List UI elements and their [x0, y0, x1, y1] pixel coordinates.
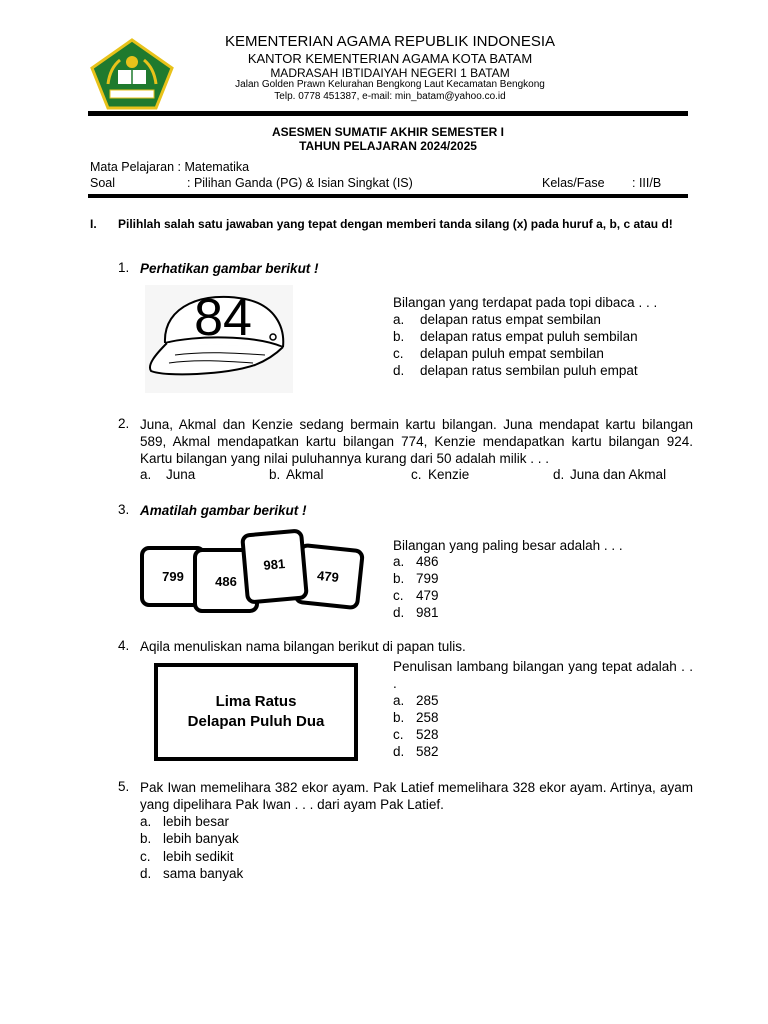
option-letter: c. [393, 727, 404, 742]
option-letter: a. [393, 312, 405, 327]
option-letter: b. [393, 710, 405, 725]
option-text: 486 [416, 554, 439, 569]
option-text: lebih banyak [163, 831, 239, 846]
option-text: lebih sedikit [163, 849, 234, 864]
option-letter: a. [140, 467, 152, 482]
option-letter: d. [393, 363, 405, 378]
option-letter: d. [393, 605, 405, 620]
option-text: 981 [416, 605, 439, 620]
option-text: 285 [416, 693, 439, 708]
option-letter: c. [393, 346, 404, 361]
board-line: Lima Ratus [215, 693, 297, 710]
option-text: Juna [166, 467, 196, 482]
question-prompt: Perhatikan gambar berikut ! [140, 261, 319, 276]
option-text: Kenzie [428, 467, 470, 482]
question-stem: Bilangan yang terdapat pada topi dibaca . . . [393, 295, 658, 310]
soal-value: : Pilihan Ganda (PG) & Isian Singkat (IS) [187, 176, 413, 190]
header-address: Jalan Golden Prawn Kelurahan Bengkong Laut Kecamatan Bengkong [235, 79, 545, 90]
option-letter: a. [140, 814, 152, 829]
question-number: 3. [118, 502, 130, 517]
cap-number: 84 [194, 289, 252, 347]
question-number: 2. [118, 416, 130, 431]
card-value: 799 [162, 569, 184, 584]
option-text: delapan puluh empat sembilan [420, 346, 604, 361]
number-card [240, 528, 309, 604]
option-text: delapan ratus empat puluh sembilan [420, 329, 638, 344]
option-text: 799 [416, 571, 439, 586]
option-text: 479 [416, 588, 439, 603]
card-value: 479 [316, 567, 340, 585]
header-contact: Telp. 0778 451387, e-mail: min_batam@yahoo.co.id [274, 91, 506, 102]
option-letter: c. [140, 849, 151, 864]
kelas-value: : III/B [632, 176, 662, 190]
cap-image [145, 285, 293, 393]
option-text: delapan ratus empat sembilan [420, 312, 601, 327]
option-letter: d. [553, 467, 565, 482]
option-letter: b. [393, 329, 405, 344]
question-number: 4. [118, 638, 130, 653]
kelas-label: Kelas/Fase [542, 176, 605, 190]
option-text: Akmal [286, 467, 324, 482]
header-ministry: KEMENTERIAN AGAMA REPUBLIK INDONESIA [224, 33, 556, 50]
option-text: 582 [416, 744, 439, 759]
option-letter: b. [393, 571, 405, 586]
question-stem: Juna, Akmal dan Kenzie sedang bermain kartu bilangan. Juna mendapat kartu bilangan 589, Akmal mendapatkan kartu bilangan 774, Kenzie mendapatkan kartu bilangan 924. Kartu bilangan yang nilai puluhannya kurang dari 50 adalah milik . . . [140, 417, 693, 466]
kemenag-logo [90, 38, 174, 110]
option-letter: d. [393, 744, 405, 759]
option-letter: d. [140, 866, 152, 881]
question-number: 1. [118, 260, 130, 275]
subject-line: Mata Pelajaran : Matematika [90, 160, 250, 174]
question-stem: Pak Iwan memelihara 382 ekor ayam. Pak Latief memelihara 328 ekor ayam. Artinya, ayam yang dipelihara Pak Iwan . . . dari ayam Pak Latief. [140, 780, 693, 812]
question-stem: Penulisan lambang bilangan yang tepat adalah . . . [393, 659, 693, 691]
soal-label: Soal [90, 176, 116, 190]
section-number: I. [90, 217, 97, 231]
meta-divider [88, 194, 688, 198]
header-divider [88, 111, 688, 116]
option-text: Juna dan Akmal [570, 467, 667, 482]
option-letter: a. [393, 693, 405, 708]
exam-title: ASESMEN SUMATIF AKHIR SEMESTER I [271, 125, 504, 139]
blackboard [154, 663, 358, 761]
option-text: 528 [416, 727, 439, 742]
question-prompt: Amatilah gambar berikut ! [140, 503, 307, 518]
card-value: 486 [215, 574, 237, 589]
header-office: KANTOR KEMENTERIAN AGAMA KOTA BATAM [247, 51, 533, 66]
option-text: sama banyak [163, 866, 244, 881]
option-text: lebih besar [163, 814, 230, 829]
question-number: 5. [118, 779, 130, 794]
option-letter: b. [140, 831, 152, 846]
option-letter: a. [393, 554, 405, 569]
option-text: 258 [416, 710, 439, 725]
question-stem: Bilangan yang paling besar adalah . . . [393, 538, 623, 553]
option-letter: b. [269, 467, 281, 482]
section-instruction: Pilihlah salah satu jawaban yang tepat dengan memberi tanda silang (x) pada huruf a, b, c atau d! [118, 217, 673, 231]
exam-year: TAHUN PELAJARAN 2024/2025 [299, 139, 477, 153]
card-value: 981 [262, 556, 286, 573]
option-letter: c. [393, 588, 404, 603]
option-text: delapan ratus sembilan puluh empat [420, 363, 638, 378]
header-school: MADRASAH IBTIDAIYAH NEGERI 1 BATAM [270, 66, 510, 80]
option-letter: c. [411, 467, 422, 482]
board-line: Delapan Puluh Dua [187, 713, 325, 730]
question-prompt: Aqila menuliskan nama bilangan berikut di papan tulis. [140, 639, 466, 654]
